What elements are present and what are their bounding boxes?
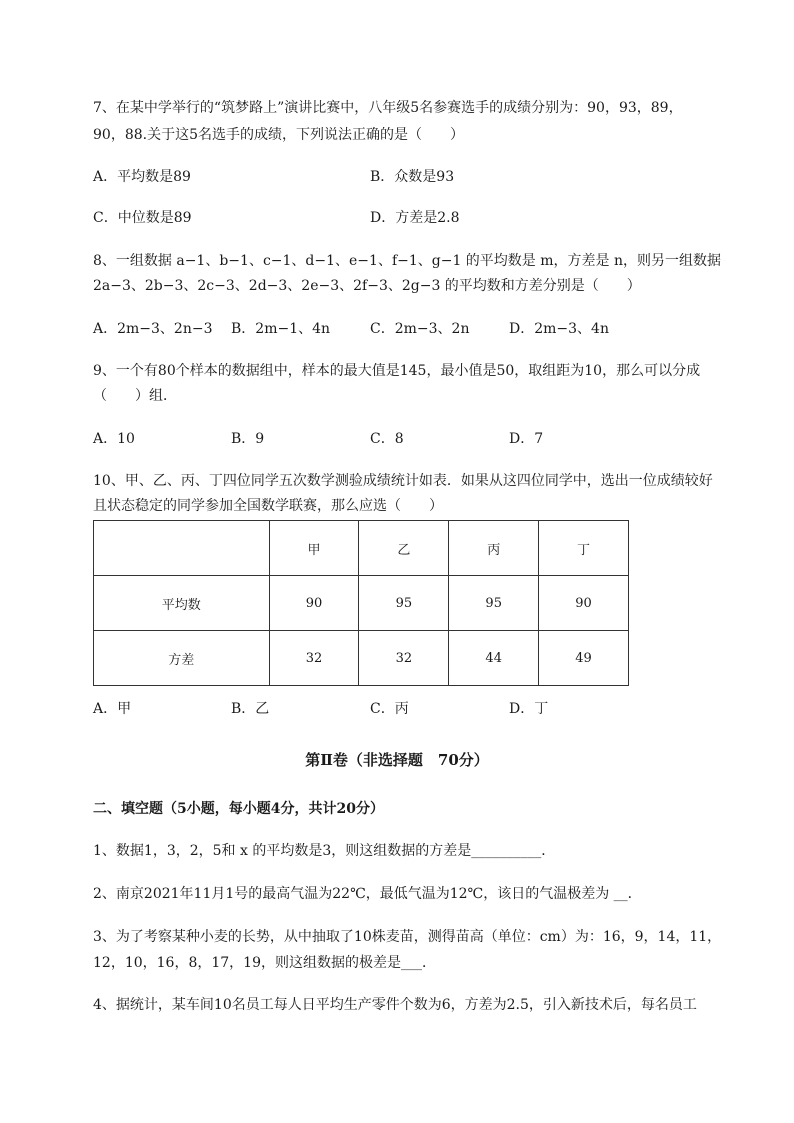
- q7-option-a: A．平均数是89: [93, 169, 191, 185]
- table-cell: 95: [359, 576, 449, 631]
- q10-option-b: B．乙: [231, 701, 270, 717]
- q10-stem-line-1: 10、甲、乙、丙、丁四位同学五次数学测验成绩统计如表．如果从这四位同学中，选出一位成绩较好: [93, 473, 713, 489]
- q9-option-d: D．7: [509, 431, 544, 447]
- q9-stem-line-2: （ ）组．: [93, 388, 177, 404]
- q9-option-b: B．9: [231, 431, 265, 447]
- table-cell: 90: [269, 576, 359, 631]
- q8-option-a: A．2m−3、2n−3: [93, 321, 213, 337]
- q8-stem-line-2: 2a−3、2b−3、2c−3、2d−3、2e−3、2f−3、2g−3 的平均数和方差分别是（ ）: [93, 278, 641, 294]
- table-header-cell: 甲: [269, 521, 359, 576]
- table-cell: 32: [269, 631, 359, 686]
- q7-option-b: B．众数是93: [370, 169, 455, 185]
- table-header-cell: 丙: [449, 521, 539, 576]
- table-cell: 44: [449, 631, 539, 686]
- table-header-cell: 丁: [539, 521, 629, 576]
- table-header-row: [94, 521, 629, 576]
- q8-option-c: C．2m−3、2n: [370, 321, 470, 337]
- q7-option-d: D．方差是2.8: [370, 210, 460, 226]
- q9-option-c: C．8: [370, 431, 404, 447]
- q10-stem-line-2: 且状态稳定的同学参加全国数学联赛，那么应选（ ）: [93, 498, 443, 514]
- table-cell: 32: [359, 631, 449, 686]
- fill-question-1: 1、数据1，3，2，5和 x 的平均数是3，则这组数据的方差是__________．: [93, 843, 556, 859]
- table-cell: 49: [539, 631, 629, 686]
- fill-question-2: 2、南京2021年11月1号的最高气温为22℃，最低气温为12℃，该日的气温极差为 __．: [93, 886, 642, 902]
- table-row: [94, 631, 629, 686]
- q8-option-b: B．2m−1、4n: [231, 321, 331, 337]
- q8-stem-line-1: 8、一组数据 a−1、b−1、c−1、d−1、e−1、f−1、g−1 的平均数是 m，方差是 n，则另一组数据: [93, 253, 722, 269]
- q7-stem-line-2: 90，88.关于这5名选手的成绩，下列说法正确的是（ ）: [93, 127, 464, 143]
- table-cell: 90: [539, 576, 629, 631]
- table-row: [94, 576, 629, 631]
- table-header-cell: [94, 521, 270, 576]
- part-two-title: 第Ⅱ卷（非选择题 70分）: [305, 751, 489, 769]
- score-stats-table: [93, 520, 629, 686]
- q7-stem-line-1: 7、在某中学举行的“筑梦路上”演讲比赛中，八年级5名参赛选手的成绩分别为：90，93，89，: [93, 100, 683, 116]
- q8-option-d: D．2m−3、4n: [509, 321, 609, 337]
- table-cell: 方差: [94, 631, 270, 686]
- section-heading-fill-in: 二、填空题（5小题，每小题4分，共计20分）: [93, 801, 384, 817]
- fill-question-3-line-2: 12，10，16，8，17，19，则这组数据的极差是___．: [93, 955, 436, 971]
- fill-question-3-line-1: 3、为了考察某种小麦的长势，从中抽取了10株麦苗，测得苗高（单位：cm）为：16，9，14，11，: [93, 929, 722, 945]
- q10-option-d: D．丁: [509, 701, 549, 717]
- fill-question-4-line-1: 4、据统计，某车间10名员工每人日平均生产零件个数为6，方差为2.5，引入新技术后，每名员工: [93, 997, 697, 1013]
- q10-option-c: C．丙: [370, 701, 409, 717]
- table-header-cell: 乙: [359, 521, 449, 576]
- q9-option-a: A．10: [93, 431, 135, 447]
- q9-stem-line-1: 9、一个有80个样本的数据组中，样本的最大值是145，最小值是50，取组距为10，那么可以分成: [93, 363, 701, 379]
- q7-option-c: C．中位数是89: [93, 210, 192, 226]
- q10-option-a: A．甲: [93, 701, 132, 717]
- table-cell: 平均数: [94, 576, 270, 631]
- table-cell: 95: [449, 576, 539, 631]
